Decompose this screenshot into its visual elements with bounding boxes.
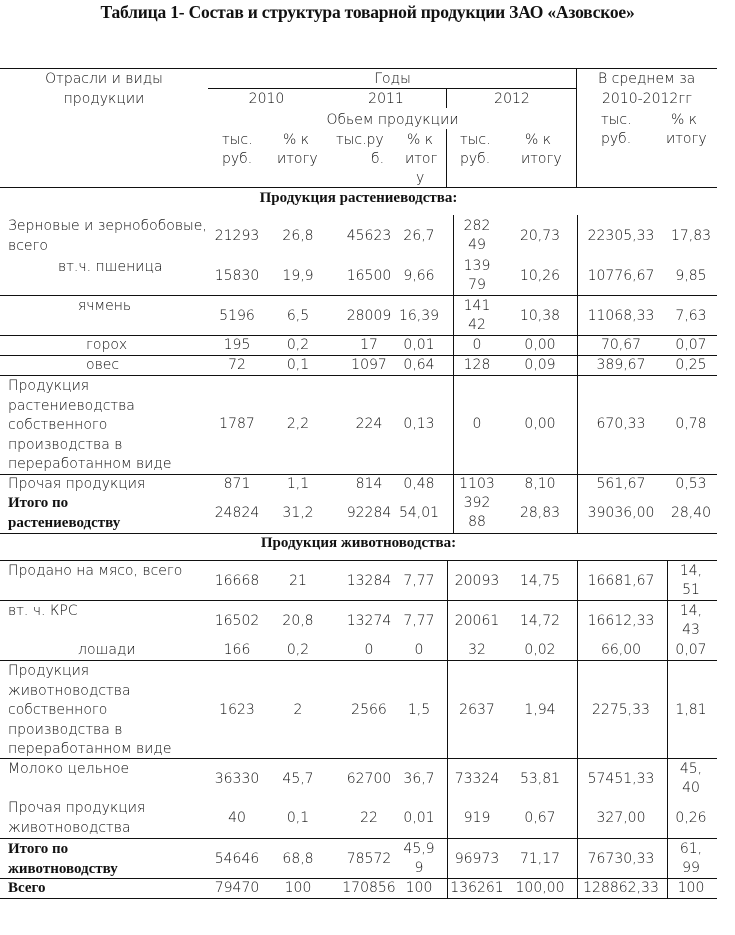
row-label <box>8 377 172 475</box>
row-value: 128 <box>463 357 491 373</box>
row-value: 16668 <box>214 573 260 589</box>
row-value: 1,5 <box>407 702 431 718</box>
row-value: 13284 <box>346 573 392 589</box>
row-label <box>8 799 145 838</box>
row-label-line: собственного <box>8 702 108 718</box>
header-2010-pct-2: итогу <box>277 151 318 167</box>
row-value: 14142 <box>463 298 491 333</box>
header-2011-pct-3: у <box>416 170 425 186</box>
header-2010-units-2: руб. <box>222 151 253 167</box>
rule-v-avg-head <box>576 68 577 187</box>
rule-v-2012-head <box>446 88 447 108</box>
row-value: 14,75 <box>519 573 561 589</box>
row-value: 0,02 <box>524 642 556 658</box>
row-label <box>8 840 118 879</box>
row-value: 0,13 <box>403 416 435 432</box>
row-value: 10,26 <box>519 268 561 284</box>
row-label <box>8 475 145 495</box>
column-rule <box>667 560 668 898</box>
row-value: 45623 <box>346 228 392 244</box>
row-value: 28,83 <box>519 505 561 521</box>
row-label-line: горох <box>86 337 128 353</box>
row-value: 45,40 <box>679 761 703 796</box>
rule-top <box>0 68 717 69</box>
row-value: 0,01 <box>403 337 435 353</box>
row-label <box>86 356 119 376</box>
row-label-line: всего <box>8 237 48 254</box>
row-value: 0,78 <box>675 416 707 432</box>
row-value: 871 <box>223 476 251 492</box>
row-value: 13979 <box>463 258 491 293</box>
row-value: 1623 <box>219 702 255 718</box>
row-value: 54,01 <box>398 505 440 521</box>
row-value: 0 <box>472 416 482 432</box>
row-value: 40 <box>228 810 246 826</box>
row-value: 32 <box>468 642 486 658</box>
header-avg-pct-2: итогу <box>666 131 707 147</box>
row-value: 100 <box>677 880 705 896</box>
row-value: 1097 <box>351 357 387 373</box>
row-value: 195 <box>223 337 251 353</box>
row-value: 2275,33 <box>592 702 650 718</box>
row-value: 0 <box>364 642 374 658</box>
row-value: 21293 <box>214 228 260 244</box>
row-label-line: производства в <box>8 721 123 738</box>
section-crop-title: Продукция растениеводства: <box>259 190 458 206</box>
row-label-line: лошади <box>78 642 136 658</box>
row-label <box>8 662 172 760</box>
rule-under-years <box>208 88 577 89</box>
row-value: 16502 <box>214 613 260 629</box>
row-value: 79470 <box>214 880 260 896</box>
row-label-line: овес <box>86 357 120 373</box>
row-label <box>8 217 207 256</box>
row-rule <box>0 295 717 296</box>
row-label <box>8 760 129 780</box>
row-label-line: переработанном виде <box>8 741 172 757</box>
rule-v-2012-sub <box>446 129 447 187</box>
row-label-line: собственного <box>8 417 108 433</box>
header-2012-pct-2: итогу <box>521 151 562 167</box>
row-value: 1787 <box>219 416 255 432</box>
header-2012-pct-1: % к <box>525 132 552 148</box>
row-value: 20061 <box>454 613 500 629</box>
row-rule <box>0 838 717 839</box>
row-value: 28009 <box>346 308 392 324</box>
row-value: 0,07 <box>675 337 707 353</box>
row-value: 224 <box>355 416 383 432</box>
row-label-line: Молоко цельное <box>8 761 130 777</box>
row-value: 0,1 <box>286 810 310 826</box>
header-2012-units-2: руб. <box>460 151 491 167</box>
row-value: 2 <box>293 702 303 718</box>
header-2011-units-2: б. <box>371 151 385 167</box>
row-value: 15830 <box>214 268 260 284</box>
row-value: 0,2 <box>286 642 310 658</box>
row-label-line: вт. ч. КРС <box>8 603 78 619</box>
row-value: 22305,33 <box>587 228 655 244</box>
row-value: 2637 <box>459 702 495 718</box>
row-value: 9,66 <box>403 268 435 284</box>
header-years: Годы <box>374 71 411 87</box>
row-label-line: Продукция <box>8 378 90 394</box>
row-value: 2,2 <box>286 416 310 432</box>
row-value: 0,01 <box>403 810 435 826</box>
row-value: 36,7 <box>403 771 435 787</box>
table-title: Таблица 1- Состав и структура товарной продукции ЗАО «Азовское» <box>100 2 635 22</box>
row-value: 814 <box>355 476 383 492</box>
row-label <box>8 562 182 582</box>
row-label <box>8 602 78 622</box>
row-label <box>8 494 120 533</box>
row-value: 0,00 <box>524 416 556 432</box>
row-label-line: Продукция <box>8 663 90 679</box>
row-value: 8,10 <box>524 476 556 492</box>
column-rule <box>447 560 448 898</box>
row-value: 28,40 <box>670 505 712 521</box>
row-value: 26,8 <box>282 228 314 244</box>
row-value: 14,72 <box>519 613 561 629</box>
header-2011-units-1: тыс.ру <box>336 132 384 148</box>
row-label <box>86 336 127 356</box>
row-value: 26,7 <box>403 228 435 244</box>
row-value: 389,67 <box>596 357 646 373</box>
row-label-line: производства в <box>8 436 123 453</box>
row-label-line: Прочая продукция <box>8 800 146 816</box>
row-label <box>8 879 45 899</box>
row-value: 166 <box>223 642 251 658</box>
row-value: 68,8 <box>282 851 314 867</box>
row-value: 57451,33 <box>587 771 655 787</box>
row-value: 5196 <box>219 308 255 324</box>
row-value: 1,94 <box>524 702 556 718</box>
row-label-line: животноводства <box>8 682 131 699</box>
row-label-line: Прочая продукция <box>8 476 146 492</box>
row-value: 70,67 <box>600 337 642 353</box>
row-value: 11068,33 <box>587 308 655 324</box>
row-value: 1103 <box>459 476 495 492</box>
row-value: 17,83 <box>670 228 712 244</box>
row-value: 54646 <box>214 851 260 867</box>
header-2011-pct-1: % к <box>407 132 434 148</box>
row-value: 66,00 <box>600 642 642 658</box>
row-value: 136261 <box>450 880 504 896</box>
row-value: 14,51 <box>679 563 703 598</box>
row-value: 1,81 <box>675 702 707 718</box>
row-label-line: Итого по <box>8 495 69 511</box>
header-2011-pct-2: итог <box>405 151 438 167</box>
row-label-line: растениеводства <box>8 397 135 414</box>
row-value: 72 <box>228 357 246 373</box>
row-label-line: переработанном виде <box>8 456 172 472</box>
row-value: 21 <box>289 573 307 589</box>
row-value: 39036,00 <box>587 505 655 521</box>
row-value: 78572 <box>346 851 392 867</box>
row-value: 62700 <box>346 771 392 787</box>
row-label <box>78 641 136 661</box>
row-value: 96973 <box>454 851 500 867</box>
row-rule <box>0 898 717 899</box>
header-volume: Обьем продукции <box>326 112 459 128</box>
row-value: 0,07 <box>675 642 707 658</box>
row-value: 0,26 <box>675 810 707 826</box>
row-value: 0,09 <box>524 357 556 373</box>
row-value: 22 <box>360 810 378 826</box>
row-value: 20093 <box>454 573 500 589</box>
header-label-line2: продукции <box>63 91 145 107</box>
header-avg-line1: В среднем за <box>598 71 696 87</box>
row-value: 0 <box>472 337 482 353</box>
row-value: 0,64 <box>403 357 435 373</box>
header-avg-line2: 2010-2012гг <box>602 91 693 107</box>
row-value: 28249 <box>463 218 491 253</box>
row-value: 0,25 <box>675 357 707 373</box>
rule-header-bottom <box>0 187 717 188</box>
row-value: 61,99 <box>679 841 703 876</box>
row-value: 16500 <box>346 268 392 284</box>
row-value: 24824 <box>214 505 260 521</box>
header-2010-pct-1: % к <box>283 132 310 148</box>
row-label-line: растениеводству <box>8 514 121 531</box>
header-2010-units-1: тыс. <box>222 132 253 148</box>
header-avg-units-2: руб. <box>601 131 632 147</box>
row-value: 92284 <box>346 505 392 521</box>
row-value: 20,8 <box>282 613 314 629</box>
row-label-line: Продано на мясо, всего <box>8 563 183 579</box>
row-value: 45,99 <box>403 841 435 876</box>
header-avg-units-1: тыс. <box>601 112 632 128</box>
row-value: 100 <box>405 880 433 896</box>
row-value: 0,2 <box>286 337 310 353</box>
row-value: 100 <box>284 880 312 896</box>
header-avg-pct-1: % к <box>671 112 698 128</box>
row-label-line: Итого по <box>8 841 69 857</box>
header-year-2011: 2011 <box>368 91 404 107</box>
row-label-line: Зерновые и зернобобовые, <box>8 218 207 234</box>
row-value: 919 <box>463 810 491 826</box>
row-value: 31,2 <box>282 505 314 521</box>
row-value: 9,85 <box>675 268 707 284</box>
row-value: 327,00 <box>596 810 646 826</box>
row-value: 7,77 <box>403 573 435 589</box>
row-rule <box>0 533 717 534</box>
row-label <box>58 258 163 278</box>
row-rule <box>0 600 717 601</box>
row-value: 20,73 <box>519 228 561 244</box>
header-label-line1: Отрасли и виды <box>45 71 163 87</box>
row-value: 0,67 <box>524 810 556 826</box>
row-value: 53,81 <box>519 771 561 787</box>
row-value: 17 <box>360 337 378 353</box>
row-value: 16,39 <box>398 308 440 324</box>
row-label-line: животноводства <box>8 819 131 836</box>
section-livestock-title: Продукция животноводства: <box>260 535 457 551</box>
row-value: 1,1 <box>286 476 310 492</box>
row-value: 39288 <box>463 495 491 530</box>
row-value: 76730,33 <box>587 851 655 867</box>
row-value: 170856 <box>342 880 396 896</box>
row-value: 13274 <box>346 613 392 629</box>
column-rule <box>577 560 578 898</box>
row-value: 6,5 <box>286 308 310 324</box>
row-value: 670,33 <box>596 416 646 432</box>
header-2012-units-1: тыс. <box>460 132 491 148</box>
row-value: 128862,33 <box>583 880 659 896</box>
row-value: 16612,33 <box>587 613 655 629</box>
row-value: 0 <box>414 642 424 658</box>
row-value: 73324 <box>454 771 500 787</box>
row-value: 71,17 <box>519 851 561 867</box>
row-value: 45,7 <box>282 771 314 787</box>
row-value: 7,63 <box>675 308 707 324</box>
row-label-line: ячмень <box>78 298 132 314</box>
row-value: 100,00 <box>515 880 565 896</box>
row-value: 16681,67 <box>587 573 655 589</box>
row-value: 0,00 <box>524 337 556 353</box>
row-value: 0,53 <box>675 476 707 492</box>
row-value: 10776,67 <box>587 268 655 284</box>
row-label <box>78 297 131 317</box>
row-value: 10,38 <box>519 308 561 324</box>
row-value: 2566 <box>351 702 387 718</box>
row-label-line: вт.ч. пшеница <box>58 259 163 275</box>
row-value: 14,43 <box>679 603 703 638</box>
row-value: 0,48 <box>403 476 435 492</box>
row-label-line: животноводству <box>8 860 118 877</box>
header-year-2012: 2012 <box>494 91 530 107</box>
row-value: 561,67 <box>596 476 646 492</box>
header-year-2010: 2010 <box>248 91 285 107</box>
row-value: 0,1 <box>286 357 310 373</box>
row-value: 7,77 <box>403 613 435 629</box>
row-label-line: Всего <box>8 880 46 896</box>
row-rule <box>0 560 717 561</box>
row-value: 36330 <box>214 771 260 787</box>
row-value: 19,9 <box>282 268 314 284</box>
